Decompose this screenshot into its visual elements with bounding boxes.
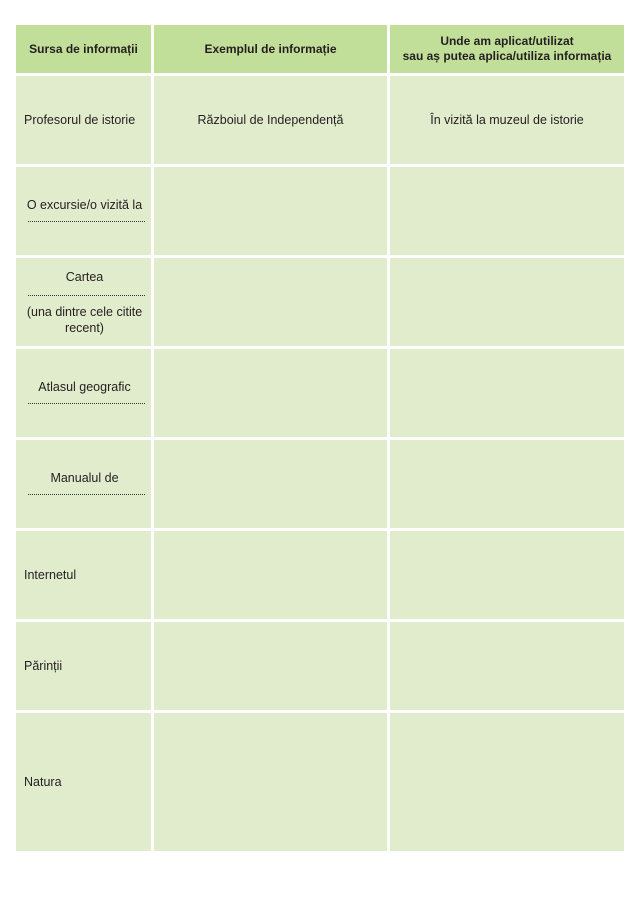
example-cell[interactable] — [153, 257, 389, 348]
applied-cell[interactable] — [389, 348, 626, 439]
header-applied-line1: Unde am aplicat/utilizat — [440, 34, 574, 48]
applied-text: În vizită la muzeul de istorie — [430, 113, 584, 127]
header-example-label: Exemplul de informație — [204, 41, 337, 56]
source-cell — [15, 621, 153, 712]
source-label: Manualul de — [50, 470, 119, 485]
source-cell — [15, 257, 153, 348]
table-row — [15, 530, 626, 621]
fill-in-dotted-line[interactable] — [28, 403, 145, 404]
table-row — [15, 75, 626, 166]
applied-cell[interactable] — [389, 257, 626, 348]
source-label: Profesorul de istorie — [24, 113, 136, 127]
source-note: (una dintre cele citite recent) — [26, 304, 143, 335]
example-cell[interactable] — [153, 439, 389, 530]
applied-cell[interactable] — [389, 439, 626, 530]
table-row — [15, 166, 626, 257]
source-cell — [15, 166, 153, 257]
applied-cell[interactable] — [389, 166, 626, 257]
source-label: O excursie/o vizită la — [26, 197, 143, 212]
table-row — [15, 621, 626, 712]
applied-cell[interactable] — [389, 621, 626, 712]
fill-in-dotted-line[interactable] — [28, 221, 145, 222]
fill-in-dotted-line[interactable] — [28, 494, 145, 495]
source-cell — [15, 530, 153, 621]
example-cell[interactable] — [153, 166, 389, 257]
header-applied — [389, 24, 626, 75]
example-text: Războiul de Independență — [197, 113, 344, 127]
source-label: Cartea — [65, 269, 104, 284]
source-label: Atlasul geografic — [38, 379, 131, 394]
source-label: Natura — [24, 775, 62, 789]
example-cell[interactable] — [153, 75, 389, 166]
table-row — [15, 712, 626, 853]
table-row — [15, 439, 626, 530]
source-cell — [15, 439, 153, 530]
applied-cell[interactable] — [389, 712, 626, 853]
fill-in-dotted-line[interactable] — [28, 295, 145, 296]
table-header-row — [15, 24, 626, 75]
header-applied-line2: sau aș putea aplica/utiliza informația — [402, 49, 612, 63]
source-cell — [15, 712, 153, 853]
header-source — [15, 24, 153, 75]
source-cell — [15, 75, 153, 166]
source-cell — [15, 348, 153, 439]
example-cell[interactable] — [153, 712, 389, 853]
header-example — [153, 24, 389, 75]
example-cell[interactable] — [153, 348, 389, 439]
example-cell[interactable] — [153, 621, 389, 712]
table-row — [15, 348, 626, 439]
information-sources-table — [13, 22, 627, 854]
applied-cell[interactable] — [389, 530, 626, 621]
table-row — [15, 257, 626, 348]
header-source-label: Sursa de informații — [29, 41, 138, 56]
applied-cell[interactable] — [389, 75, 626, 166]
source-label: Părinții — [24, 659, 63, 673]
example-cell[interactable] — [153, 530, 389, 621]
source-label: Internetul — [24, 568, 77, 582]
